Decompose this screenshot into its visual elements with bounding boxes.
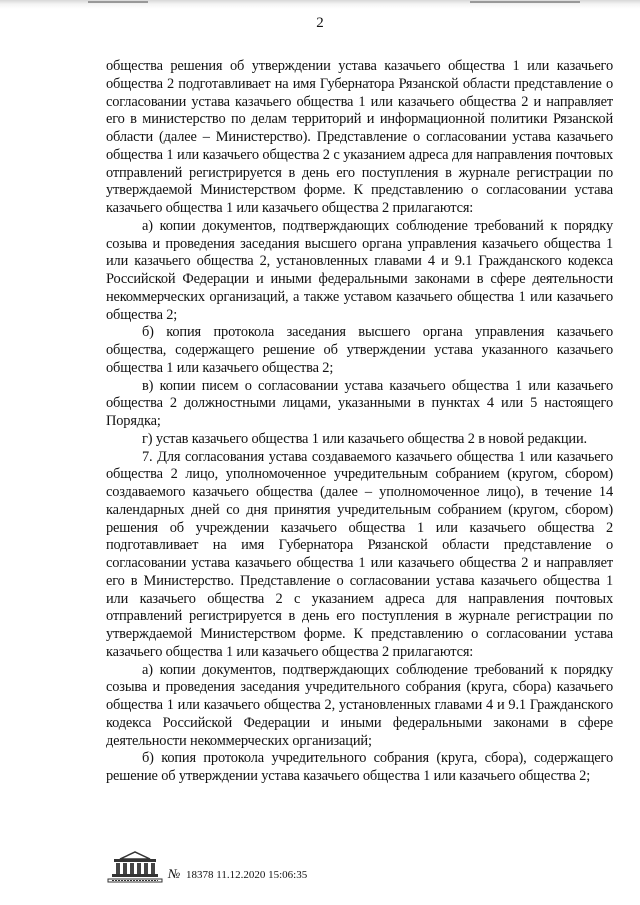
paragraph: в) копии писем о согласовании устава казачьего общества 1 или казачьего общества 2 должностными лицами, указанными в пунктах 4 или 5 настоящего Порядка; xyxy=(106,377,613,429)
paragraph: б) копия протокола учредительного собрания (круга, сбора), содержащего решение об утверждении устава казачьего общества 1 или казачьего общества 2; xyxy=(106,750,613,784)
document-body xyxy=(106,58,613,786)
document-timestamp: 11.12.2020 15:06:35 xyxy=(216,869,308,881)
scan-speck xyxy=(470,1,580,3)
document-footer xyxy=(100,850,400,890)
paragraph: г) устав казачьего общества 1 или казачьего общества 2 в новой редакции. xyxy=(142,430,587,447)
government-building-stamp-icon xyxy=(100,850,170,884)
page-number: 2 xyxy=(316,15,324,31)
document-id: 18378 xyxy=(186,869,214,881)
paragraph: общества решения об утверждении устава казачьего общества 1 или казачьего общества 2 подготавливает на имя Губернатора Рязанской области представление о согласовании устава казачьего общества 1 или казачьего общества 2 и направляет его в министерство по делам территорий и информационной политики Рязанской области (далее – Министерство). Представление о согласовании устава казачьего общества 1 или казачьего общества 2 с указанием адреса для направления почтовых отправлений регистрируется в день его поступления в журнале регистрации по утверждаемой Министерством форме. К представлению о согласовании устава казачьего общества 1 или казачьего общества 2 прилагаются: xyxy=(106,58,613,216)
paragraph: а) копии документов, подтверждающих соблюдение требований к порядку созыва и проведения заседания высшего органа управления казачьего общества 1 или казачьего общества 2, установленных главами 4 и 9.1 Гражданского кодекса Российской Федерации и иными федеральными законами в сфере деятельности некоммерческих организаций, а также уставом казачьего общества 1 или казачьего общества 2; xyxy=(106,217,613,323)
document-registration-number xyxy=(168,867,307,882)
paragraph: 7. Для согласования устава создаваемого казачьего общества 1 или казачьего общества 2 лицо, уполномоченное учредительным собранием (кругом, сбором) создаваемого казачьего общества (далее – уполномоченное лицо), в течение 14 календарных дней со дня принятия учредительным собранием (кругом, сбором) решения об учреждении казачьего общества 1 или казачьего общества 2 подготавливает на имя Губернатора Рязанской области представление о согласовании устава казачьего общества 1 или казачьего общества 2 и направляет его в Министерство. Представление о согласовании устава казачьего общества 1 или казачьего общества 2 с указанием адреса для направления почтовых отправлений регистрируется в день его поступления в журнале регистрации по утверждаемой Министерством форме. К представлению о согласовании устава казачьего общества 1 или казачьего общества 2 прилагаются: xyxy=(106,448,613,660)
paragraph: б) копия протокола заседания высшего органа управления казачьего общества, содержащего решение об утверждении устава указанного казачьего общества 1 или казачьего общества 2; xyxy=(106,324,613,376)
number-sign: № xyxy=(168,866,181,881)
paragraph: а) копии документов, подтверждающих соблюдение требований к порядку созыва и проведения заседания учредительного собрания (круга, сбора) казачьего общества 1 или казачьего общества 2, установленных главами 4 и 9.1 Гражданского кодекса Российской Федерации и иными федеральными законами в сфере деятельности некоммерческих организаций; xyxy=(106,661,613,749)
scan-speck xyxy=(88,1,148,3)
